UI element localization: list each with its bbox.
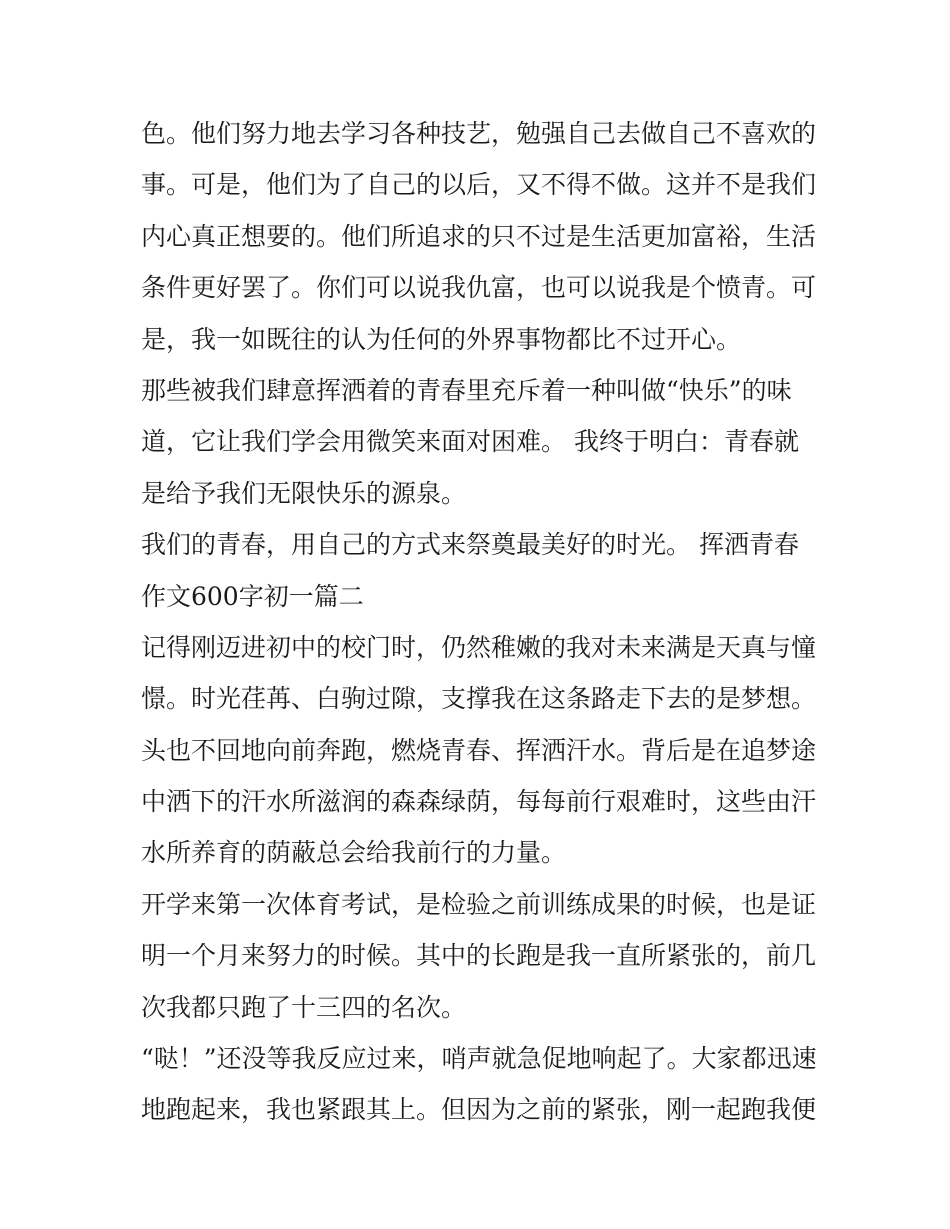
text-line: 记得刚迈进初中的校门时，仍然稚嫩的我对未来满是天真与憧 [141,632,817,662]
text-line: 开学来第一次体育考试，是检验之前训练成果的时候，也是证 [141,889,817,919]
section-heading-line: 作文600字初一篇二 [141,581,364,611]
text-line: 头也不回地向前奔跑，燃烧青春、挥洒汗水。背后是在追梦途 [141,735,817,765]
text-line: 次我都只跑了十三四的名次。 [141,992,467,1022]
text-line: 中洒下的汗水所滋润的森森绿荫，每每前行艰难时，这些由汗 [141,787,817,817]
text-line: 我们的青春，用自己的方式来祭奠最美好的时光。 挥洒青春 [141,530,799,560]
text-line: 是，我一如既往的认为任何的外界事物都比不过开心。 [141,324,742,354]
text-line: 憬。时光荏苒、白驹过隙，支撑我在这条路走下去的是梦想。 [141,684,817,714]
text-line: 那些被我们肆意挥洒着的青春里充斥着一种叫做“快乐”的味 [141,375,792,405]
text-line: 条件更好罢了。你们可以说我仇富，也可以说我是个愤青。可 [141,273,817,303]
text-line: 水所养育的荫蔽总会给我前行的力量。 [141,838,567,868]
text-line: 事。可是，他们为了自己的以后，又不得不做。这并不是我们 [141,170,817,200]
text-line: 色。他们努力地去学习各种技艺，勉强自己去做自己不喜欢的 [141,119,817,148]
text-line: 是给予我们无限快乐的源泉。 [141,478,467,508]
text-line: 明一个月来努力的时候。其中的长跑是我一直所紧张的，前几 [141,941,817,971]
text-line: 内心真正想要的。他们所追求的只不过是生活更加富裕，生活 [141,221,817,251]
text-line: “哒！”还没等我反应过来，哨声就急促地响起了。大家都迅速 [141,1044,817,1074]
text-line: 地跑起来，我也紧跟其上。但因为之前的紧张，刚一起跑我便 [141,1095,817,1125]
text-line: 道，它让我们学会用微笑来面对困难。 我终于明白：青春就 [141,427,799,457]
document-body [141,108,821,1136]
